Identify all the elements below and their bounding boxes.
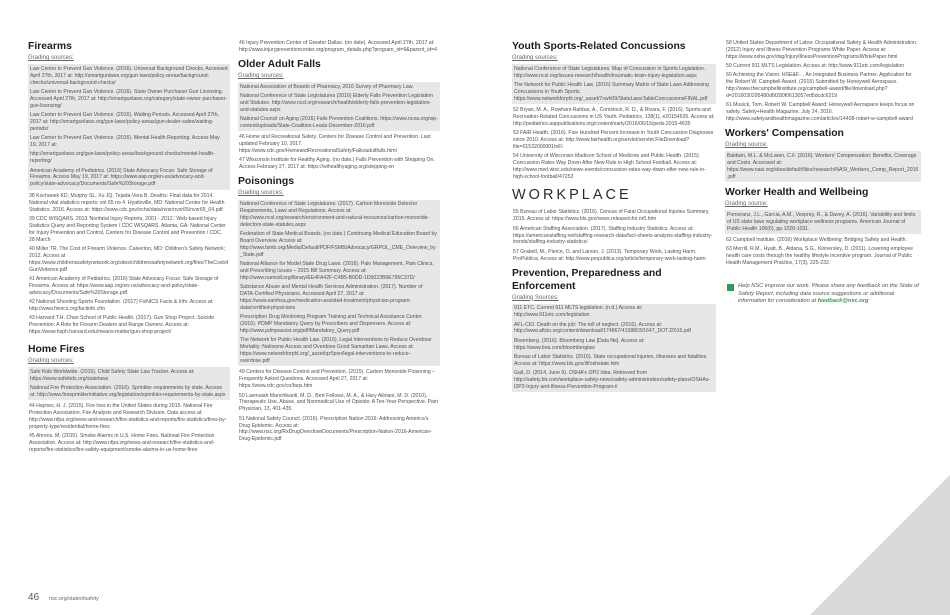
reference: 46 Injury Prevention Center of Greater Dallas. (no date). Accessed April 27th, 2017 at: http://www.injurypreventioncenter.org/program_details.php?program_id=9&parent_id=4	[239, 40, 438, 53]
older-adult-falls-references	[238, 134, 440, 171]
workers-comp-title: Workers' Compensation	[725, 128, 844, 140]
grading-source: Safe Kids Worldwide. (2016). Child Safety State Law Tracker. Access at: https://www.safekids.org/statelaws	[30, 368, 195, 382]
grading-source: Bloomberg. (2016). Bloomberg Law [Data file]. Access at: https://www.bna.com/bloomberglaw	[514, 337, 645, 351]
reference: 51 National Safety Council. (2016). Prescription Nation 2016: Addressing America's Drug Epidemic. Access at: http://www.nsc.org/RxDrugOverdoseDocuments/Prescription-Nation-2016-American-Drug-Epidemic.pdf	[239, 415, 432, 443]
feedback-email-link[interactable]: feedback@nsc.org	[817, 298, 869, 305]
worker-health-references	[725, 237, 921, 267]
grading-source: Baldwin, M.L. & McLaren, C.F. (2016). Workers' Compensation: Benefits, Coverage and Costs. Accessed at: https://www.nasi.org/sites/default/files/research/NASI_Workers_Comp_Report_2016.pdf	[727, 152, 919, 180]
feedback-square-icon	[727, 284, 734, 291]
youth-concussions-title: Youth Sports-Related Concussions	[512, 41, 686, 52]
corner-triangle	[810, 475, 950, 615]
grading-source: National Alliance for Model State Drug Laws. (2016). Pain Management, Pain Clinics, and Prescribing Issues – 2015 Bill Summary. Access at: http://www.namsdl.org/library/EE4FA42F-C4B5-B0DD-1D5023B9E795C37D/	[240, 261, 434, 281]
home-fires-title: Home Fires	[28, 343, 85, 355]
reference: 55 Bureau of Labor Statistics. (2016). Census of Fatal Occupational Injuries Summary, 2015. Access at: https://www.bls.gov/news.release/cfoi.nr0.htm	[513, 209, 710, 223]
grading-source: Pomeranz, J.L., Garcia, A.M., Vesprey, R., & Davey, A. (2016). Variability and limits of US state laws regulating workplace wellness programs. American Journal of Public Health 106(6), pp.1028-1031.	[727, 211, 916, 232]
worker-health-title: Worker Health and Wellbeing	[725, 187, 869, 199]
grading-source: AFL-CIO. Death on the job: The toll of neglect. (2016). Access at: http://www.aflcio.org/content/download/174867/4158803/1647_DOTJ2016.pdf	[514, 321, 691, 335]
grading-source: Bureau of Labor Statistics. (2016). State occupational injuries, illnesses and fatalities. Access at: https://www.bls.gov/iif/oshstate.htm	[514, 353, 708, 367]
page-footer	[28, 592, 99, 603]
firearms-grading-label: Grading sources:	[28, 55, 74, 61]
reference: 47 Wisconsin Institute for Healthy Aging. (no date.) Falls Prevention with Stepping On. Access February 27, 2017 at: https://wihealthyaging.org/stepping-on	[239, 157, 435, 171]
reference: 52 Bryan, M. A., Rowhani-Rahbar, A., Comstock, R. D., & Rivara, F. (2016). Sports-and Recreation-Related Concussions in US Youth. Pediatrics, 138(1), e20154635. Access at: http://pediatrics.aappublications.org/content/early/2016/06/16/peds.2015-4635	[513, 107, 715, 128]
reference: 44 Haynes, H. J. (2015). Fire loss in the United States during 2015. National Fire Protection Association. Fire Analysis and Research Division. Data access at: http://www.nfpa.org/news-and-research/fire-statistics-and-reports/fire-statistics/fires-by-property-type/residential/home-fires	[29, 403, 227, 430]
reference: 60 Achieving the Vision: HSE&F… An Integrated Business Partner. Application for the Robert W. Campbell Award. (2015) Submitted by Honeywell Aerospace. http://www.thecampbellinstitute.org/campbell-award/file/download.php?d=2016030295480d6f280f0613057ed5dcdc6219	[726, 72, 912, 100]
home-fires-grading-label: Grading sources:	[28, 357, 74, 364]
grading-source: Prescription Drug Monitoring Program Training and Technical Assistance Center. (2016). PDMP Mandatory Query by Prescribers and Dispensers. Access at: http://www.pdmpassist.org/pdf/Mandatory_Query.pdf	[240, 314, 423, 335]
worker-health-grading-sources	[725, 210, 921, 234]
poisonings-title: Poisonings	[238, 176, 294, 188]
prevention-grading-sources	[512, 304, 716, 393]
grading-source: Law Center to Prevent Gun Violence. (2016). Waiting Periods. Accessed April 27th, 2017 at: http://smartgunlaws.org/gun-laws/policy-areas/gun-dealer-sales/waiting-periods/	[30, 112, 219, 132]
youth-concussions-grading-sources	[512, 64, 716, 104]
feedback-text	[738, 283, 921, 306]
reference: 38 Kochanek KD, Murphy SL, Xu JQ, Tejada-Vera B. Deaths: Final data for 2014. National vital statistics reports; vol 65 no 4. Hyattsville, MD: National Center for Health Statistics. 2016. Access at: https://www.cdc.gov/nchs/data/nvsr/nvsr65/nvsr65_04.pdf	[29, 192, 225, 213]
grading-source: American Academy of Pediatrics. (2016) State Advocacy Focus: Safe Storage of Firearms. Access May 19, 2017 at: https://www.aap.org/en-us/advocacy-and-policy/state-advocacy/Documents/Safe%20Storage.pdf	[30, 167, 213, 188]
grading-source: 911 ETC. Current 911 MLTS legislation. (n.d.) Access at: http://www.911etc.com/legislation	[514, 305, 643, 319]
prevention-title: Prevention, Preparedness and Enforcement	[512, 267, 662, 292]
feedback-message: Help NSC improve our work. Please share any feedback on the State of Safety Report, including data source suggestions or additional information for consideration at	[738, 283, 919, 305]
grading-source: Galt, D. (2014, June 9). OSHA's I2P2 Idea. Retrieved from http://safety.blr.com/workplace-safety-news/safety-administration/safety-plans/OSHAs-I2P2-Injury-and-Illness-Prevention-Program-i/	[514, 370, 711, 390]
reference: 46 Home and Recreational Safety. Centers for Disease Control and Prevention. Last updated February 10, 2017. https://www.cdc.gov/HomeandRecreationalSafety/Falls/adultfalls.html	[239, 134, 431, 155]
home-fires-grading-sources	[28, 367, 230, 400]
corner-decoration	[810, 475, 950, 615]
reference: 63 Merrill, R.M., Hyatt, B., Aldana, S.G., Kinnersley, D. (2011). Lowering employee health care costs through the healthy lifestyle incentive program. Journal of Public Health Management Practice, 17(3), 225-232.	[726, 246, 913, 267]
reference: 45 Ahrens, M. (2015). Smoke Alarms in U.S. Home Fires. National Fire Protection Association. Access at: http://www.nfpa.org/news-and-research/fire-statistics-and-reports/fire-statistics/fire-safety-equipment/smoke-alarms-in-us-home-fires	[29, 433, 215, 454]
poisonings-grading-label: Grading sources:	[238, 190, 284, 197]
col4-top-references	[725, 40, 921, 123]
grading-source: Law Center to Prevent Gun Violence. (2016). Universal Background Checks. Accessed April 27th, 2017 at: http://smartgunlaws.org/gun-laws/policy-areas/background-checks/universal-background-checks/	[30, 65, 228, 86]
grading-source: The Network for Public Health Law. (2016) Summary Matrix of State Laws Addressing Concussions in Youth Sports. https://www.networkforphl.org/_asset/7xwh09/StateLawsTableConcussionsFINAL.pdf	[514, 82, 709, 102]
reference: 50 Laxmaiah Manchikanti, M. D., Bert Fellows, M. A., & Hary Ailinani, M. D. (2010). Therapeutic Use, Abuse, and Nonmedical Use of Opioids: A Ten-Year Perspective. Pain Physician, 13, 401-435.	[239, 392, 438, 413]
poisonings-references	[238, 369, 440, 443]
poisonings-grading-sources	[238, 200, 440, 367]
workers-comp-grading-sources	[725, 151, 921, 182]
reference: 56 American Staffing Association. (2017). Staffing Industry Statistics. Access at: https://americanstaffing.net/staffing-research-data/fact-sheets-analysis-staffing-industry-trends/staffing-industry-statistics/	[513, 225, 713, 246]
column-4	[725, 40, 921, 306]
reference: 61 Musick, Tom. Robert W. Campbell Award: Honeywell Aerospace keeps focus on safety. Safety+Health Magazine. July 24, 2016. http://www.safetyandhealthmagazine.com/articles/14408-robert-w-campbell-award	[726, 102, 915, 123]
grading-source: National Conference of State Legislatures (2016) Elderly Falls Prevention Legislation and Statutes. http://www.ncsl.org/research/health/elderly-falls-prevention-legislation-and-statutes.aspx	[240, 92, 433, 113]
reference: 39 CDC WISQARS. 2013 'Nonfatal Injury Reports, 2001 - 2012.' Web-based Injury Statistics Query and Reporting System / CDC WISQARS. Atlanta, GA: National Center for Injury Prevention and Control, Centers for Disease Control and Prevention / CDC. 28 March	[29, 215, 226, 243]
firearms-grading-sources	[28, 64, 230, 189]
col2-top-references	[238, 40, 440, 54]
grading-source: Substance Abuse and Mental Health Services Administration. (2017). Number of DATA-Certified Physicians. Accessed April 27, 2017 at: https://www.samhsa.gov/medication-assisted-treatment/physician-program-data/certified-physicians	[240, 284, 423, 311]
grading-source: National Fire Protection Association. (2016). Sprinkler requirements by state. Access at: http://www.firesprinklerinitiative.org/legislation/sprinkler-requirements-by-state.aspx	[30, 384, 226, 398]
older-adult-falls-grading-label: Grading sources:	[238, 72, 284, 79]
grading-source: Federation of State Medical Boards. (no date.) Continuing Medical Education Board by Board Overview. Access at: http://www.fsmb.org/Media/Default/PDF/FSMB/Advocacy/GRPOL_CME_Overview_by_State.pdf	[240, 231, 437, 258]
reference: 54 University of Wisconsin-Madison School of Medicine and Public Health. (2015). Concussion Rates Way Down After New Rule in High School Football. Access at: http://www.med.wisc.edu/news-events/concussion-rates-way-down-after-new-rule-in-high-school-football/47253	[513, 153, 706, 181]
reference: 41 American Academy of Pediatrics. (2016) State Advocacy Focus: Safe Storage of Firearms. Access at: https://www.aap.org/en-us/advocacy-and-policy/state-advocacy/Documents/Safe%20Storage.pdf	[29, 275, 219, 296]
reference: 53 FAIR Health. (2016). Five Hundred Percent Increase in Youth Concussion Diagnoses since 2010. Access at: http://www.fairhealth.org/servlet/servlet.FileDownload?file=01532000001tnFi	[513, 130, 714, 151]
grading-source: National Association of Boards of Pharmacy, 2016 Survey of Pharmacy Law.	[240, 83, 414, 90]
grading-source: Law Center to Prevent Gun Violence. (2016). Mental Health Reporting. Access May 19, 2017 at:	[30, 135, 220, 149]
workers-comp-grading-label: Grading source:	[725, 142, 768, 149]
reference: 43 Harvard T.H. Chan School of Public Health. (2017). Gun Shop Project. Suicide Prevention: A Role for Firearm Dealers and Range Owners. Access at: https://www.hsph.harvard.edu/means-matter/gun-shop-project/	[29, 315, 215, 336]
reference: 62 Campbell Institute. (2016) Workplace Wellbeing: Bridging Safety and Health.	[726, 237, 907, 244]
column-1	[28, 40, 230, 454]
footer-url[interactable]: nsc.org/stateofsafety	[49, 596, 99, 602]
youth-concussions-grading-label: Grading sources:	[512, 55, 558, 61]
grading-source: Law Center to Prevent Gun Violence. (2016). State Owner Purchaser Gun Licensing. Accessed April 27th, 2017 at: http://smartgunlaws.org/category/state-owner-purchaser-gun-licensing/	[30, 88, 228, 109]
reference: 59 Current 911 MLTS Legislation. Access at: http://www.911etc.com/legislation	[726, 63, 905, 70]
workplace-references	[512, 209, 716, 262]
column-2	[238, 40, 440, 443]
reference: 42 National Shooting Sports Foundation. (2017) FixNICS Facts & Info. Access at: http://www.fixnics.org/factinfo.cfm	[29, 299, 214, 312]
home-fires-references	[28, 403, 230, 454]
column-3	[512, 40, 716, 392]
firearms-references	[28, 193, 230, 336]
prevention-grading-label: Grading Sources:	[512, 294, 559, 301]
workplace-heading: WORKPLACE	[512, 187, 632, 204]
youth-concussions-references	[512, 107, 716, 181]
reference: 57 Grabell, M., Pierce, O. and Larson, J. (2013). Temporary Work, Lasting Harm. ProPublica. Access at: http://www.propublica.org/article/temporary-work-lasting-harm	[513, 248, 706, 262]
reference: 40 Miller TR. The Cost of Firearm Violence. Calverton, MD: Children's Safety Network; 2012. Access at https://www.childrenssafetynetwork.org/sites/childrenssafetynetwork.org/files/TheCostofGunViolence.pdf	[29, 245, 229, 273]
grading-source: National Conference of State Legislatures. (2017). Carbon Monoxide Detector Requirements, Laws and Regulations. Access at: http://www.ncsl.org/research/environment-and-natural-resources/carbon-monoxide-detectors-state-statutes.aspx	[240, 201, 430, 228]
reference: 49 Centers for Disease Control and Prevention. (2015). Carbon Monoxide Poisoning – Frequently Asked Questions. Accessed April 27, 2017 at: https://www.cdc.gov/co/faqs.htm	[239, 369, 436, 390]
worker-health-grading-label: Grading source:	[725, 201, 768, 208]
grading-source: National Conference of State Legislatures. Map of Concussion in Sports Legislation. http://www.ncsl.org/issues-research/health/traumatic-brain-injury-legislation.aspx	[514, 65, 706, 79]
grading-source: The Network for Public Health Law. (2016). Legal Interventions to Reduce Overdose Mortality: Naloxone Access and Overdose Good Samaritan Laws. Access at: https://www.networkforphl.org/_asset/qz5pvn/legal-interventions-to-reduce-overdose.pdf	[240, 337, 432, 365]
older-adult-falls-title: Older Adult Falls	[238, 58, 321, 70]
older-adult-falls-grading-sources	[238, 82, 440, 131]
reference: 58 United States Department of Labor. Occupational Safety & Health Administration. (2012) Injury and Illness Prevention Programs White Paper. Access at: https://www.osha.gov/dsg/InjuryIllnessPreventionProgramsWhitePaper.html	[726, 40, 918, 60]
feedback-note	[727, 283, 921, 306]
firearms-title: Firearms	[28, 41, 72, 52]
grading-source: National Council on Aging (2016) Falls Prevention Coalitions. https://www.ncoa.org/wp-content/uploads/State-Coalition-Leads-December-2016.pdf	[240, 116, 438, 129]
grading-source: http://smartgunlaws.org/gun-laws/policy-areas/background-checks/mental-health-reporting/	[30, 151, 215, 165]
page-number: 46	[28, 592, 40, 603]
